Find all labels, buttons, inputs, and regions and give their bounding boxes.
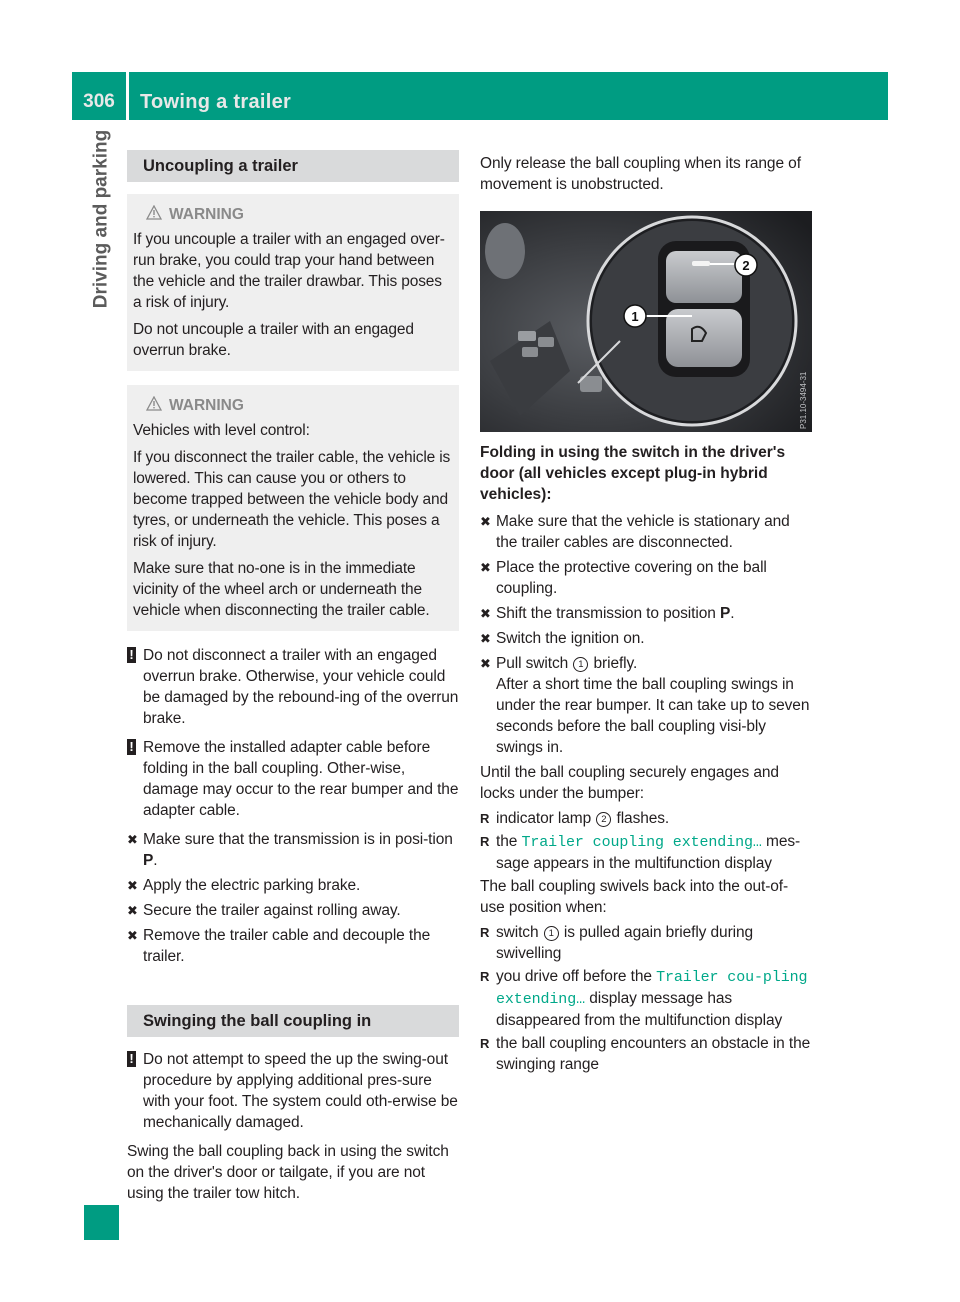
step-item [127,829,459,871]
header-bar [72,72,888,120]
warning-box [127,385,459,631]
step-item [127,925,459,967]
warning-triangle-icon [146,396,162,411]
header-divider [126,72,129,120]
notice-exclamation-icon: ! [127,739,136,755]
section-heading-swinging: Swinging the ball coupling in [127,1005,459,1037]
warning-text: If you uncouple a trailer with an engaged over-run brake, you could trap your hand between the vehicle and the trailer drawbar. This poses a risk of injury. [133,231,445,311]
page-title: Towing a trailer [140,91,292,113]
notice-exclamation-icon: ! [127,1051,136,1067]
body-paragraph: Until the ball coupling securely engages and locks under the bumper: [480,764,779,802]
step-text: Shift the transmission to position [496,605,720,622]
bullet-item [480,966,812,1031]
step-arrow-icon: ✖ [127,928,138,943]
step-arrow-icon: ✖ [480,514,491,529]
page-number: 306 [83,91,115,112]
bullet-item [480,1033,812,1075]
callout-2: 2 [742,258,750,273]
body-paragraph: Swing the ball coupling back in using the switch on the driver's door or tailgate, if you are not using the trailer tow hitch. [127,1143,449,1202]
step-text: Place the protective covering on the ball coupling. [496,559,767,597]
warning-heading [133,204,451,225]
warning-label: WARNING [169,397,244,414]
step-arrow-icon: ✖ [127,878,138,893]
section-heading-uncoupling: Uncoupling a trailer [127,150,459,182]
warning-text: Make sure that no-one is in the immediate vicinity of the wheel arch or underneath the vehicle when disconnecting the trailer cable. [133,560,430,619]
side-tab-marker [84,1205,119,1240]
notice-item [127,1049,459,1133]
step-item [480,653,812,758]
warning-text: Do not uncouple a trailer with an engaged overrun brake. [133,321,414,359]
bullet-text: switch [496,924,543,941]
step-arrow-icon: ✖ [480,560,491,575]
step-item [480,511,812,553]
callout-1-ref: 1 [544,926,559,941]
callout-2-ref: 2 [596,812,611,827]
warning-heading [133,395,451,416]
door-switch-illustration [480,211,812,432]
callout-1-ref: 1 [573,657,588,672]
step-text: Make sure that the vehicle is stationary and the trailer cables are disconnected. [496,513,790,551]
step-text: Apply the electric parking brake. [143,877,361,894]
step-end: . [153,852,158,869]
left-column [127,150,459,1208]
notice-text: Do not disconnect a trailer with an engaged overrun brake. Otherwise, your vehicle could be damaged by the rebound-ing of the overrun brake. [143,647,459,727]
bullet-item [480,808,812,829]
bullet-r-icon: R [480,811,490,826]
bullet-r-icon: R [480,925,490,940]
right-column [480,153,812,1077]
step-text: Secure the trailer against rolling away. [143,902,401,919]
display-message: Trailer coupling extending… [521,834,762,851]
step-text: briefly. [589,655,638,672]
step-arrow-icon: ✖ [480,606,491,621]
procedure-subheading: Folding in using the switch in the driver's door (all vehicles except plug-in hybrid vehicles): [480,444,786,503]
notice-item [127,737,459,821]
side-tab-label: Driving and parking [90,129,112,309]
bullet-text: flashes. [612,810,670,827]
bullet-item [480,831,812,874]
door-switch-photo [480,211,812,432]
bullet-text: the [496,833,522,850]
warning-box [127,194,459,371]
callout-1: 1 [631,309,639,324]
step-item [127,875,459,896]
bullet-r-icon: R [480,834,490,849]
notice-item [127,645,459,729]
step-arrow-icon: ✖ [480,656,491,671]
section-side-tab [84,124,118,314]
step-item [127,900,459,921]
step-item [480,603,812,624]
step-text: Make sure that the transmission is in posi-tion [143,831,453,848]
notice-text: Remove the installed adapter cable before folding in the ball coupling. Other-wise, damage may occur to the rear bumper and the adapter cable. [143,739,459,819]
step-text: Pull switch [496,655,573,672]
step-text: Switch the ignition on. [496,630,645,647]
bullet-text: indicator lamp [496,810,596,827]
intro-paragraph: Only release the ball coupling when its range of movement is unobstructed. [480,155,801,193]
bullet-r-icon: R [480,1036,490,1051]
warning-text: If you disconnect the trailer cable, the vehicle is lowered. This can cause you or others to become trapped between the vehicle body and tyres, or underneath the vehicle. This poses a risk of injury. [133,449,451,550]
bullet-item [480,922,812,964]
step-arrow-icon: ✖ [127,903,138,918]
bullet-text: you drive off before the [496,968,657,985]
notice-exclamation-icon: ! [127,647,136,663]
step-bold: P [719,605,731,622]
warning-text: Vehicles with level control: [133,422,310,439]
notice-text: Do not attempt to speed the up the swing-out procedure by applying additional pres-sure with your foot. The system could oth-erwise be mechanically damaged. [143,1051,458,1131]
step-end: . [730,605,735,622]
step-detail: After a short time the ball coupling swings in under the rear bumper. It can take up to seven seconds before the ball coupling visi-bly swings in. [496,676,810,756]
display-message: Trailer cou‐pling extending… [496,969,808,1008]
step-item [480,628,812,649]
body-paragraph: The ball coupling swivels back into the out-of-use position when: [480,878,789,916]
figure-code: P31.10-3494-31 [799,371,808,429]
step-arrow-icon: ✖ [127,832,138,847]
step-arrow-icon: ✖ [480,631,491,646]
warning-triangle-icon [146,205,162,220]
bullet-r-icon: R [480,969,490,984]
bullet-text: display message has disappeared from the multifunction display [496,990,783,1029]
bullet-text: the ball coupling encounters an obstacle in the swinging range [496,1035,811,1073]
step-bold: P [143,852,154,869]
step-item [480,557,812,599]
warning-label: WARNING [169,206,244,223]
step-text: Remove the trailer cable and decouple the trailer. [143,927,431,965]
bullet-text: mes-sage appears in the multifunction display [496,833,801,872]
bullet-text: is pulled again briefly during swivelling [496,924,754,962]
